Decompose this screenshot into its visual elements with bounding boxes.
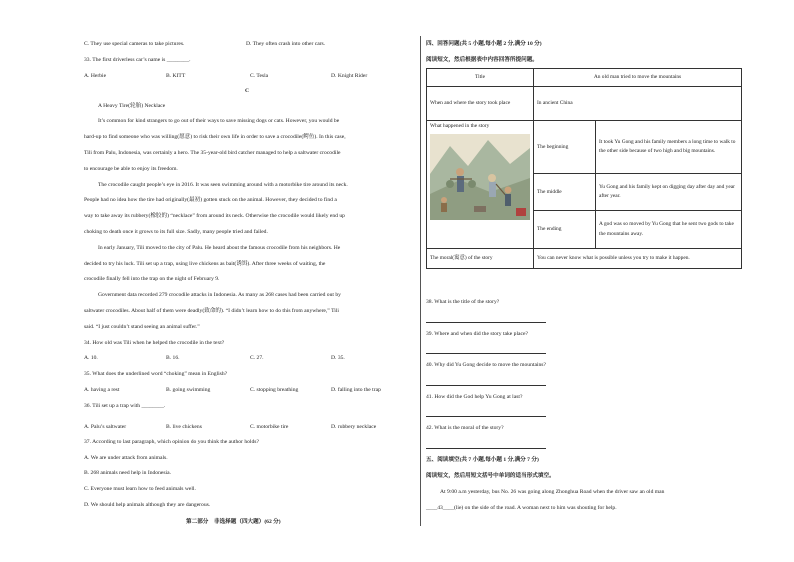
passage-line: hard-up to find someone who was willing(愿意) to risk their own life in order to save a crocodile(鳄鱼). In this case,	[84, 134, 346, 140]
middle-value: Yu Gong and his family kept on digging day after day and year after year.	[596, 174, 742, 211]
passage-line: decided to try his luck. Tili set up a trap, using live chickens as bait(诱饵). After three weeks of waiting, the	[84, 261, 326, 267]
q34-option-d: D. 35.	[331, 355, 345, 361]
q33-option-a: A. Herbie	[84, 73, 107, 79]
q36-question: 36. Tili set up a trap with ________.	[84, 403, 166, 409]
q36-option-b: B. live chickens	[166, 424, 202, 430]
passage-line: choking to death once it grows to its full size. Sadly, many people tried and failed.	[84, 229, 268, 235]
q33-option-b: B. KITT	[166, 73, 186, 79]
passage-line: It’s common for kind strangers to go out of their ways to save missing dogs or cats. However, you would be	[98, 118, 340, 124]
q41-answer-line[interactable]	[426, 416, 546, 417]
section-4-heading: 四、回答问题(共 5 小题,每小题 2 分,满分 10 分)	[426, 41, 542, 47]
section-5-instruction: 阅读短文，然后用短文括号中单词的适当形式填空。	[426, 473, 555, 479]
section-c-label: C	[245, 88, 250, 94]
q37-option-a: A. We are under attack from animals.	[84, 455, 168, 461]
what-happened-cell	[427, 121, 534, 249]
passage-line: ____43____(lie) on the side of the road. A woman next to him was shouting for help.	[426, 505, 617, 511]
q42-answer-line[interactable]	[426, 448, 546, 449]
passage-line: to encourage be able to enjoy its freedom.	[84, 166, 178, 172]
q39-answer-line[interactable]	[426, 353, 546, 354]
passage-line: People had no idea how the tire had originally(最初) gotten stuck on the animal. However, they decided to find a	[84, 197, 337, 203]
q33-question: 33. The first driverless car’s name is ________.	[84, 57, 191, 63]
q36-option-d: D. rubbery necklace	[331, 424, 377, 430]
q33-option-d: D. Knight Rider	[331, 73, 368, 79]
q42-question: 42. What is the moral of the story?	[426, 425, 504, 431]
q35-question: 35. What does the underlined word “choking” mean in English?	[84, 371, 228, 377]
q40-answer-line[interactable]	[426, 385, 546, 386]
title-label: Title	[427, 69, 534, 87]
column-divider	[420, 36, 421, 526]
passage-line: In early January, Tili moved to the city of Palu. He heard about the famous crocodile from his neighbors. He	[98, 245, 341, 251]
q37-option-d: D. We should help animals although they are dangerous.	[84, 502, 211, 508]
section-4-instruction: 阅读短文，然后根据表中内容回答所提问题。	[426, 57, 538, 63]
part-two-heading: 第二部分 非选择题（四大题）(62 分)	[186, 519, 281, 525]
q38-answer-line[interactable]	[426, 322, 546, 323]
story-table	[426, 68, 742, 269]
when-value: In ancient China	[534, 87, 742, 121]
when-label: When and where the story took place	[427, 87, 534, 121]
passage-line: The crocodile caught people’s eye in 2016. It was seen swimming around with a motorbike tire around its neck.	[98, 182, 348, 188]
q34-option-a: A. 10.	[84, 355, 98, 361]
q39-question: 39. Where and when did the story take place?	[426, 331, 528, 337]
title-value: An old man tried to move the mountains	[534, 69, 742, 87]
passage-line: At 9:00 a.m yesterday, bus No. 26 was going along Zhonghua Road when the driver saw an old man	[440, 489, 665, 495]
passage-line: Tili from Palu, Indonesia, was certainly a hero. The 35-year-old bird catcher managed to help a saltwater crocodile	[84, 150, 341, 156]
moral-value: You can never know what is possible unless you try to make it happen.	[534, 249, 742, 269]
q41-question: 41. How did the God help Yu Gong at last?	[426, 394, 523, 400]
passage-line: saltwater crocodiles. About half of them were deadly(致命的). “I didn’t learn how to do this from anywhere,” Tili	[84, 308, 339, 314]
moral-label: The moral(寓意) of the story	[427, 249, 534, 269]
middle-label: The middle	[534, 174, 596, 211]
q35-option-b: B. going swimming	[166, 387, 211, 393]
q35-option-d: D. falling into the trap	[331, 387, 381, 393]
section-5-heading: 五、阅读填空(共 7 小题,每小题 1 分,满分 7 分)	[426, 457, 539, 463]
q40-question: 40. Why did Yu Gong decide to move the mountains?	[426, 362, 546, 368]
q32-option-d: D. They often crash into other cars.	[246, 41, 326, 47]
passage-line: Government data recorded 279 crocodile attacks in Indonesia. As many as 268 cases had been carried out by	[98, 292, 341, 298]
q36-option-c: C. motorbike tire	[250, 424, 289, 430]
q32-option-c: C. They use special cameras to take pictures.	[84, 41, 185, 47]
q34-option-c: C. 27.	[250, 355, 264, 361]
q35-option-c: C. stopping breathing	[250, 387, 299, 393]
ending-value: A god was so moved by Yu Gong that he sent two gods to take the mountains away.	[596, 211, 742, 249]
passage-line: crocodile finally fell into the trap on the night of February 9.	[84, 276, 220, 282]
q34-option-b: B. 16.	[166, 355, 180, 361]
beginning-label: The beginning	[534, 121, 596, 174]
ending-label: The ending	[534, 211, 596, 249]
q37-option-c: C. Everyone must learn how to feed animals well.	[84, 486, 196, 492]
q36-option-a: A. Palu’s saltwater	[84, 424, 127, 430]
beginning-value: It took Yu Gong and his family members a long time to walk to the other side because of two high and big mountains.	[596, 121, 742, 174]
q37-option-b: B. 268 animals need help in Indonesia.	[84, 470, 171, 476]
q35-option-a: A. having a rest	[84, 387, 120, 393]
passage-title: A Heavy Tire(轮胎) Necklace	[98, 103, 166, 109]
q38-question: 38. What is the title of the story?	[426, 299, 500, 305]
yu-gong-illustration	[430, 134, 530, 220]
passage-line: said. “I just couldn’t stand seeing an animal suffer.”	[84, 324, 200, 330]
what-label: What happened in the story	[430, 123, 490, 129]
q34-question: 34. How old was Tili when he helped the crocodile in the text?	[84, 340, 225, 346]
q37-question: 37. According to last paragraph, which opinion do you think the author holds?	[84, 439, 259, 445]
q33-option-c: C. Tesla	[250, 73, 269, 79]
passage-line: way to take away its rubbery(橡胶的) “necklace” from around its neck. Otherwise the crocodile would likely end up	[84, 213, 345, 219]
